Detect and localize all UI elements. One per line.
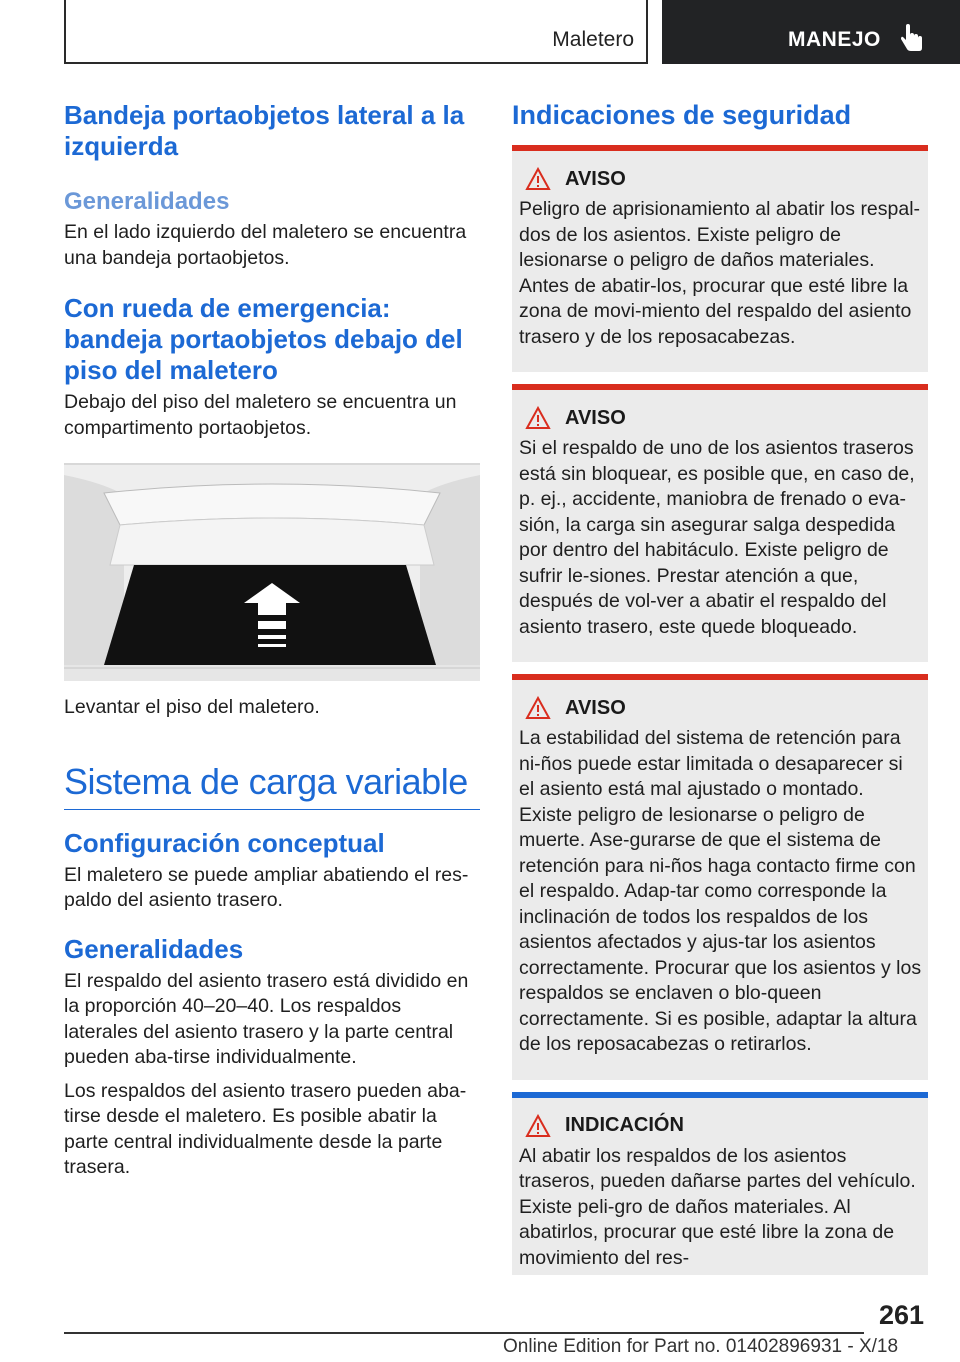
warning-box	[512, 145, 928, 372]
warning-triangle-icon	[525, 696, 551, 720]
notice-text: Al abatir los respaldos de los asientos traseros, pueden dañarse partes del vehículo. Existe peli-gro de daños materiales. Al abatirlos, procurar que esté libre la zona de movimiento del res-	[519, 1144, 916, 1269]
warning-box	[512, 384, 928, 662]
chapter-title: MANEJO	[788, 28, 881, 51]
footer-edition: Online Edition for Part no. 01402896931 - X/18	[503, 1336, 899, 1357]
heading-safety: Indicaciones de seguridad	[512, 100, 852, 130]
warning-text: La estabilidad del sistema de retención para ni-ños puede estar limitada o desaparecer si el asiento está mal ajustado o montado. Existe peligro de lesionarse o peligro de muerte. Ase-gurarse de que el sistema de retención para ni-ños haga contacto firme con el respaldo. Adap-tar como corresponde la inclinación de todos los respaldos de los asientos afectados y ajus-tar los asientos correctamente. Procurar que los asientos y los respaldos se enclaven o blo-queen correctamente. Si es posible, adaptar la altura de los reposacabezas o retirarlos.	[519, 727, 922, 1055]
header-section-tab	[64, 0, 648, 64]
hand-pointer-icon	[900, 24, 924, 52]
heading-concept: Configuración conceptual	[64, 827, 385, 858]
paragraph-spare-wheel: Debajo del piso del maletero se encuentra un compartimento portaobjetos.	[64, 391, 457, 439]
header-chapter-tab	[662, 0, 960, 64]
right-column	[512, 100, 928, 1275]
paragraph-general-2b: Los respaldos del asiento trasero pueden aba-tirse desde el maletero. Es posible abatir la parte central individualmente desde la parte trasera.	[64, 1079, 467, 1178]
notice-title: INDICACIÓN	[565, 1114, 684, 1136]
heading-side-tray: Bandeja portaobjetos lateral a la izquierda	[64, 100, 465, 161]
warning-title: AVISO	[565, 696, 626, 719]
warning-box	[512, 674, 928, 1080]
trunk-floor-illustration	[64, 465, 480, 681]
notice-triangle-icon	[525, 1114, 551, 1138]
paragraph-general-1: En el lado izquierdo del maletero se encuentra una bandeja portaobjetos.	[64, 221, 467, 269]
heading-variable-load: Sistema de carga variable	[64, 761, 480, 810]
warning-title: AVISO	[565, 406, 626, 429]
left-column	[64, 100, 480, 1181]
page-number: 261	[878, 1300, 924, 1330]
warning-text: Peligro de aprisionamiento al abatir los respal-dos de los asientos. Existe peligro de lesionarse o peligro de daños materiales. Antes de abatir-los, procurar que esté libre la zona de movi-miento del respaldo del asiento trasero y de los reposacabezas.	[519, 198, 921, 348]
warning-triangle-icon	[525, 406, 551, 430]
warning-text: Si el respaldo de uno de los asientos traseros está sin bloquear, es posible que, en caso de, p. ej., accidente, maniobra de frenado o eva-sión, la carga sin asegurar salga despedida por dentro del habitáculo. Existe peligro de sufrir le-siones. Prestar atención a que, después de vol-ver a abatir el respaldo del asiento trasero, este quede bloqueado.	[519, 437, 915, 638]
heading-general-2: Generalidades	[64, 933, 244, 964]
trunk-floor-figure	[64, 463, 480, 681]
notice-box	[512, 1092, 928, 1276]
warning-title: AVISO	[565, 167, 626, 190]
heading-general-1: Generalidades	[64, 188, 230, 215]
footer-rule	[64, 1332, 864, 1334]
figure-caption: Levantar el piso del maletero.	[64, 696, 320, 718]
paragraph-general-2a: El respaldo del asiento trasero está dividido en la proporción 40–20–40. Los respaldos laterales del asiento trasero y la parte central pueden aba-tirse individualmente.	[64, 969, 469, 1068]
section-title: Maletero	[552, 28, 634, 51]
heading-spare-wheel: Con rueda de emergencia: bandeja portaobjetos debajo del piso del maletero	[64, 293, 463, 385]
paragraph-concept: El maletero se puede ampliar abatiendo el res-paldo del asiento trasero.	[64, 863, 469, 911]
warning-triangle-icon	[525, 167, 551, 191]
